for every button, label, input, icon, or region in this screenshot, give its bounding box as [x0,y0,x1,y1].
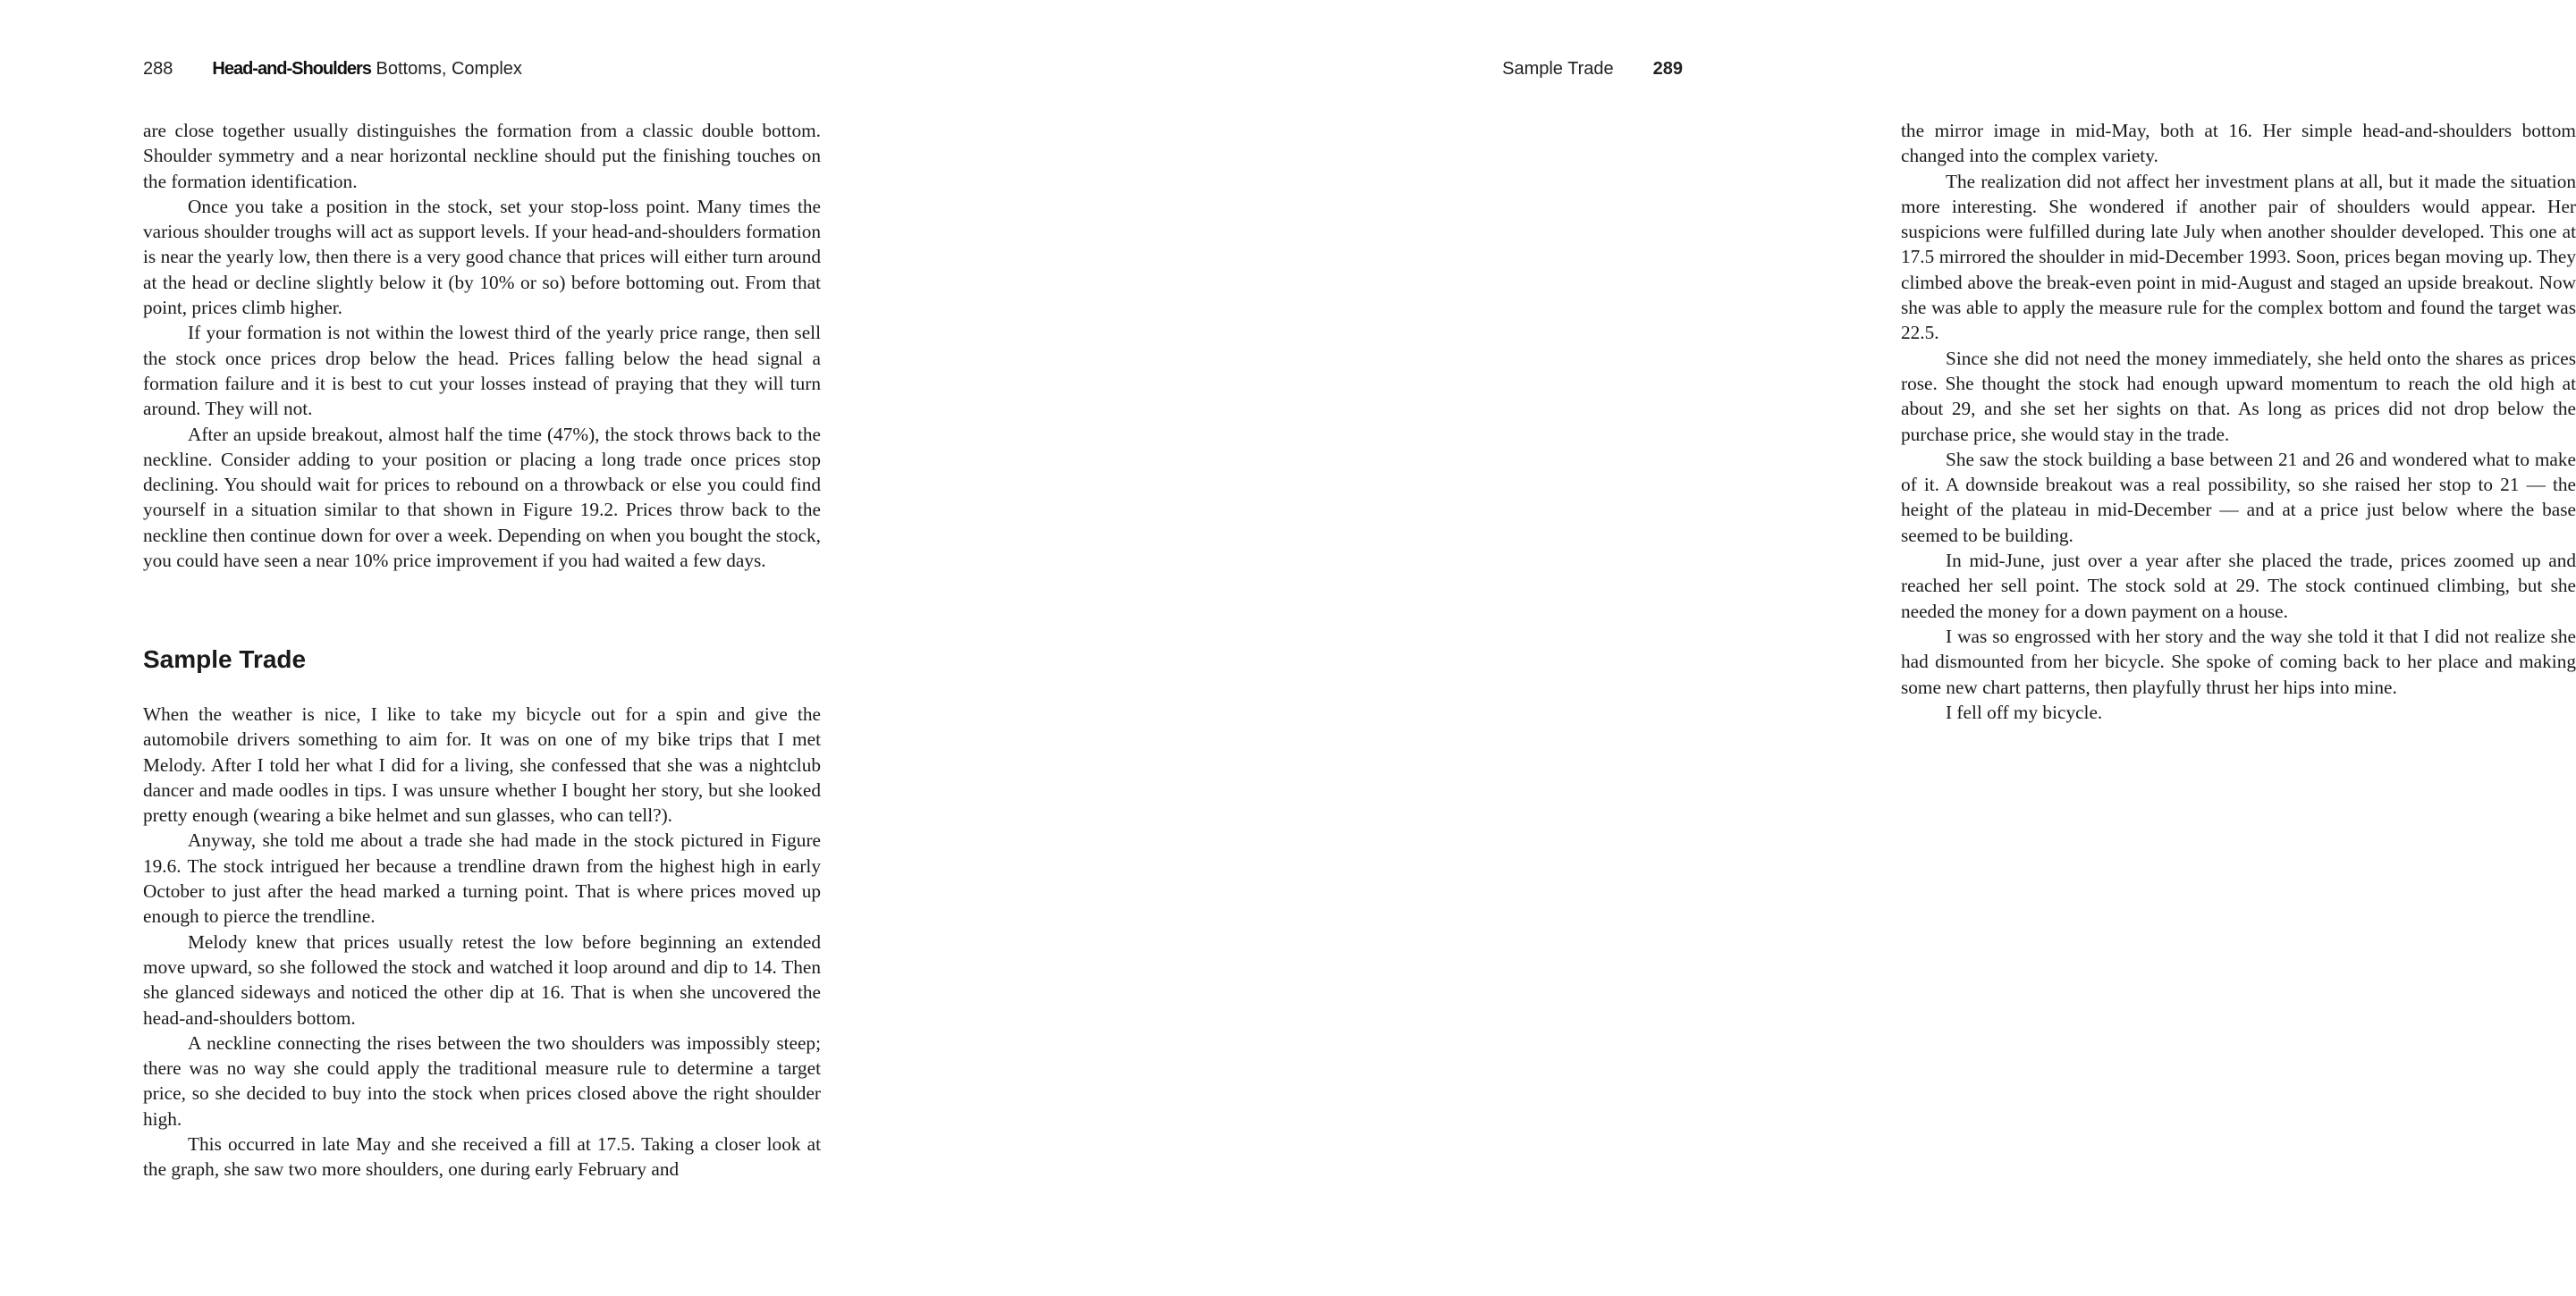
paragraph: This occurred in late May and she received a fill at 17.5. Taking a closer look at the graph, she saw two more shoulders, one during early February and [143,1133,821,1181]
right-page [916,0,2576,1296]
right-page-number: 289 [1652,59,1683,79]
paragraph: I was so engrossed with her story and the way she told it that I did not realize she had dismounted from her bicycle. She spoke of coming back to her place and making some new chart patterns, then playfully thrust her hips into mine. [1901,625,2576,698]
paragraph: When the weather is nice, I like to take my bicycle out for a spin and give the automobile drivers something to aim for. It was on one of my bike trips that I met Melody. After I told her what I did for a living, she confessed that she was a nightclub dancer and made oodles in tips. I was unsure whether I bought her story, but she looked pretty enough (wearing a bike helmet and sun glasses, who can tell?). [143,703,821,827]
paragraph: are close together usually distinguishes the formation from a classic double bottom. Shoulder symmetry and a near horizontal neckline should put the finishing touches on the formation identification. [143,120,821,192]
paragraph: I fell off my bicycle. [1946,701,2103,723]
paragraph: The realization did not affect her investment plans at all, but it made the situation more interesting. She wondered if another pair of shoulders would appear. Her suspicions were fulfilled during late July when another shoulder developed. This one at 17.5 mirrored the shoulder in mid-December 1993. Soon, prices began moving up. They climbed above the break-even point in mid-August and staged an upside breakout. Now she was able to apply the measure rule for the complex bottom and found the target was 22.5. [1901,170,2576,344]
paragraph: In mid-June, just over a year after she placed the trade, prices zoomed up and reached her sell point. The stock sold at 29. The stock continued climbing, but she needed the money for a down payment on a house. [1901,550,2576,622]
right-running-head [1502,59,1683,80]
left-top-text-block [143,118,821,573]
paragraph: Since she did not need the money immediately, she held onto the shares as prices rose. She thought the stock had enough upward momentum to reach the old high at about 29, and she set her sights on that. As long as prices did not drop below the purchase price, she would stay in the trade. [1901,347,2576,445]
left-header-title: Bottoms, Complex [376,59,522,79]
paragraph: After an upside breakout, almost half the time (47%), the stock throws back to the neckline. Consider adding to your position or placing a long trade once prices stop declining. You should wait for prices to rebound on a throwback or else you could find yourself in a situation similar to that shown in Figure 19.2. Prices throw back to the neckline then continue down for over a week. Depending on when you bought the stock, you could have seen a near 10% price improvement if you had waited a few days. [143,423,821,572]
paragraph: If your formation is not within the lowest third of the yearly price range, then sell the stock once prices drop below the head. Prices falling below the head signal a formation failure and it is best to cut your losses instead of praying that they will turn around. They will not. [143,322,821,420]
right-header-title: Sample Trade [1502,59,1614,79]
left-header-garbled-text: Head-and-Shoulders [212,59,371,79]
left-running-head [143,59,522,80]
paragraph: A neckline connecting the rises between the two shoulders was impossibly steep; there was no way she could apply the traditional measure rule to determine a target price, so she decided to buy into the stock when prices closed above the right shoulder high. [143,1031,821,1130]
paragraph: the mirror image in mid-May, both at 16. Her simple head-and-shoulders bottom changed into the complex variety. [1901,120,2576,167]
section-heading: Sample Trade [143,645,307,673]
left-page-number: 288 [143,59,173,79]
right-text-block [1901,118,2576,725]
paragraph: Melody knew that prices usually retest the low before beginning an extended move upward, so she followed the stock and watched it loop around and dip to 14. Then she glanced sideways and noticed the other dip at 16. That is when she uncovered the head-and-shoulders bottom. [143,930,821,1029]
left-bottom-text-block [143,702,821,1182]
paragraph: Once you take a position in the stock, set your stop-loss point. Many times the various shoulder troughs will act as support levels. If your head-and-shoulders formation is near the yearly low, then there is a very good chance that prices will either turn around at the head or decline slightly below it (by 10% or so) before bottoming out. From that point, prices climb higher. [143,195,821,319]
left-page [0,0,916,1296]
paragraph: Anyway, she told me about a trade she had made in the stock pictured in Figure 19.6. The stock intrigued her because a trendline drawn from the highest high in early October to just after the head marked a turning point. That is where prices moved up enough to pierce the trendline. [143,829,821,928]
paragraph: She saw the stock building a base between 21 and 26 and wondered what to make of it. A downside breakout was a real possibility, so she raised her stop to 21 — the height of the plateau in mid-December — and at a price just below where the base seemed to be building. [1901,448,2576,546]
